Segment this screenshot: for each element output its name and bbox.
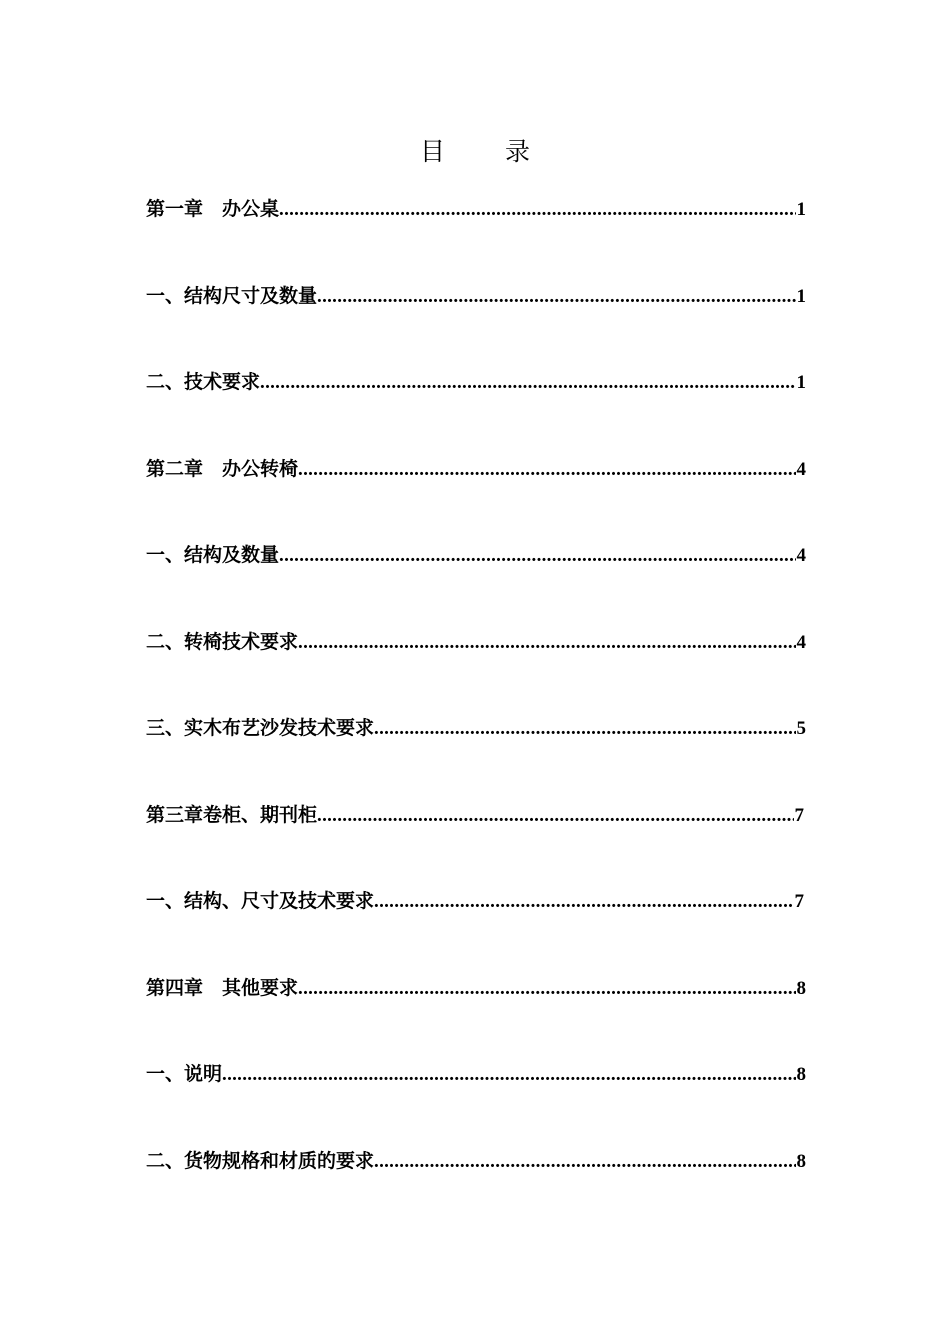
- toc-page-number: 4: [796, 631, 806, 653]
- toc-entry-label: 第三章卷柜、期刊柜: [146, 803, 318, 826]
- toc-entry-label: 第一章 办公桌: [146, 198, 280, 220]
- page-title: 目 录: [420, 137, 556, 166]
- toc-page-number: 8: [796, 1150, 806, 1172]
- toc-dot-leader: [298, 453, 795, 487]
- toc-entry-structure-quantity[interactable]: [146, 538, 806, 625]
- toc-entry-label: 二、货物规格和材质的要求: [146, 1149, 375, 1172]
- toc-page-number: 4: [796, 458, 806, 480]
- toc-entry-swivel-chair-requirements[interactable]: [146, 625, 806, 712]
- toc-entry-label: 第二章 办公转椅: [146, 457, 299, 480]
- toc-entry-chapter-4[interactable]: [146, 971, 806, 1058]
- toc-entry-structure-size-tech[interactable]: [146, 884, 806, 971]
- toc-page-number: 4: [796, 545, 806, 566]
- toc-dot-leader: [260, 366, 795, 400]
- toc-page-number: 5: [796, 718, 806, 739]
- toc-page-number: 7: [794, 804, 804, 826]
- toc-dot-leader: [279, 193, 795, 227]
- toc-entry-chapter-3[interactable]: [146, 798, 806, 885]
- toc-page-number: 1: [796, 285, 806, 307]
- toc-entry-label: 三、实木布艺沙发技术要求: [146, 717, 375, 739]
- toc-entry-label: 一、结构及数量: [146, 544, 280, 566]
- table-of-contents: [146, 192, 806, 1230]
- toc-entry-goods-spec-material[interactable]: [146, 1144, 806, 1231]
- toc-entry-sofa-requirements[interactable]: [146, 711, 806, 798]
- toc-entry-label: 第四章 其他要求: [146, 976, 299, 999]
- toc-entry-label: 一、结构尺寸及数量: [146, 284, 318, 307]
- toc-entry-label: 一、说明: [146, 1063, 223, 1085]
- toc-page-number: 8: [796, 1064, 806, 1085]
- toc-dot-leader: [374, 712, 795, 746]
- toc-page-number: 7: [794, 891, 804, 912]
- toc-entry-technical-requirements[interactable]: [146, 365, 806, 452]
- toc-dot-leader: [298, 626, 795, 660]
- toc-page-number: 1: [796, 372, 806, 393]
- toc-page-number: 8: [796, 977, 806, 999]
- toc-dot-leader: [317, 280, 795, 314]
- toc-entry-notes[interactable]: [146, 1057, 806, 1144]
- toc-dot-leader: [374, 1145, 795, 1179]
- toc-entry-chapter-2[interactable]: [146, 452, 806, 539]
- toc-dot-leader: [298, 972, 795, 1006]
- toc-dot-leader: [279, 539, 795, 573]
- toc-entry-structure-size-quantity[interactable]: [146, 279, 806, 366]
- toc-page-number: 1: [796, 199, 806, 220]
- toc-dot-leader: [317, 799, 793, 833]
- toc-dot-leader: [222, 1058, 795, 1092]
- toc-entry-chapter-1[interactable]: [146, 192, 806, 279]
- toc-entry-label: 一、结构、尺寸及技术要求: [146, 890, 375, 912]
- toc-entry-label: 二、技术要求: [146, 371, 261, 393]
- toc-entry-label: 二、转椅技术要求: [146, 630, 299, 653]
- toc-dot-leader: [374, 885, 793, 919]
